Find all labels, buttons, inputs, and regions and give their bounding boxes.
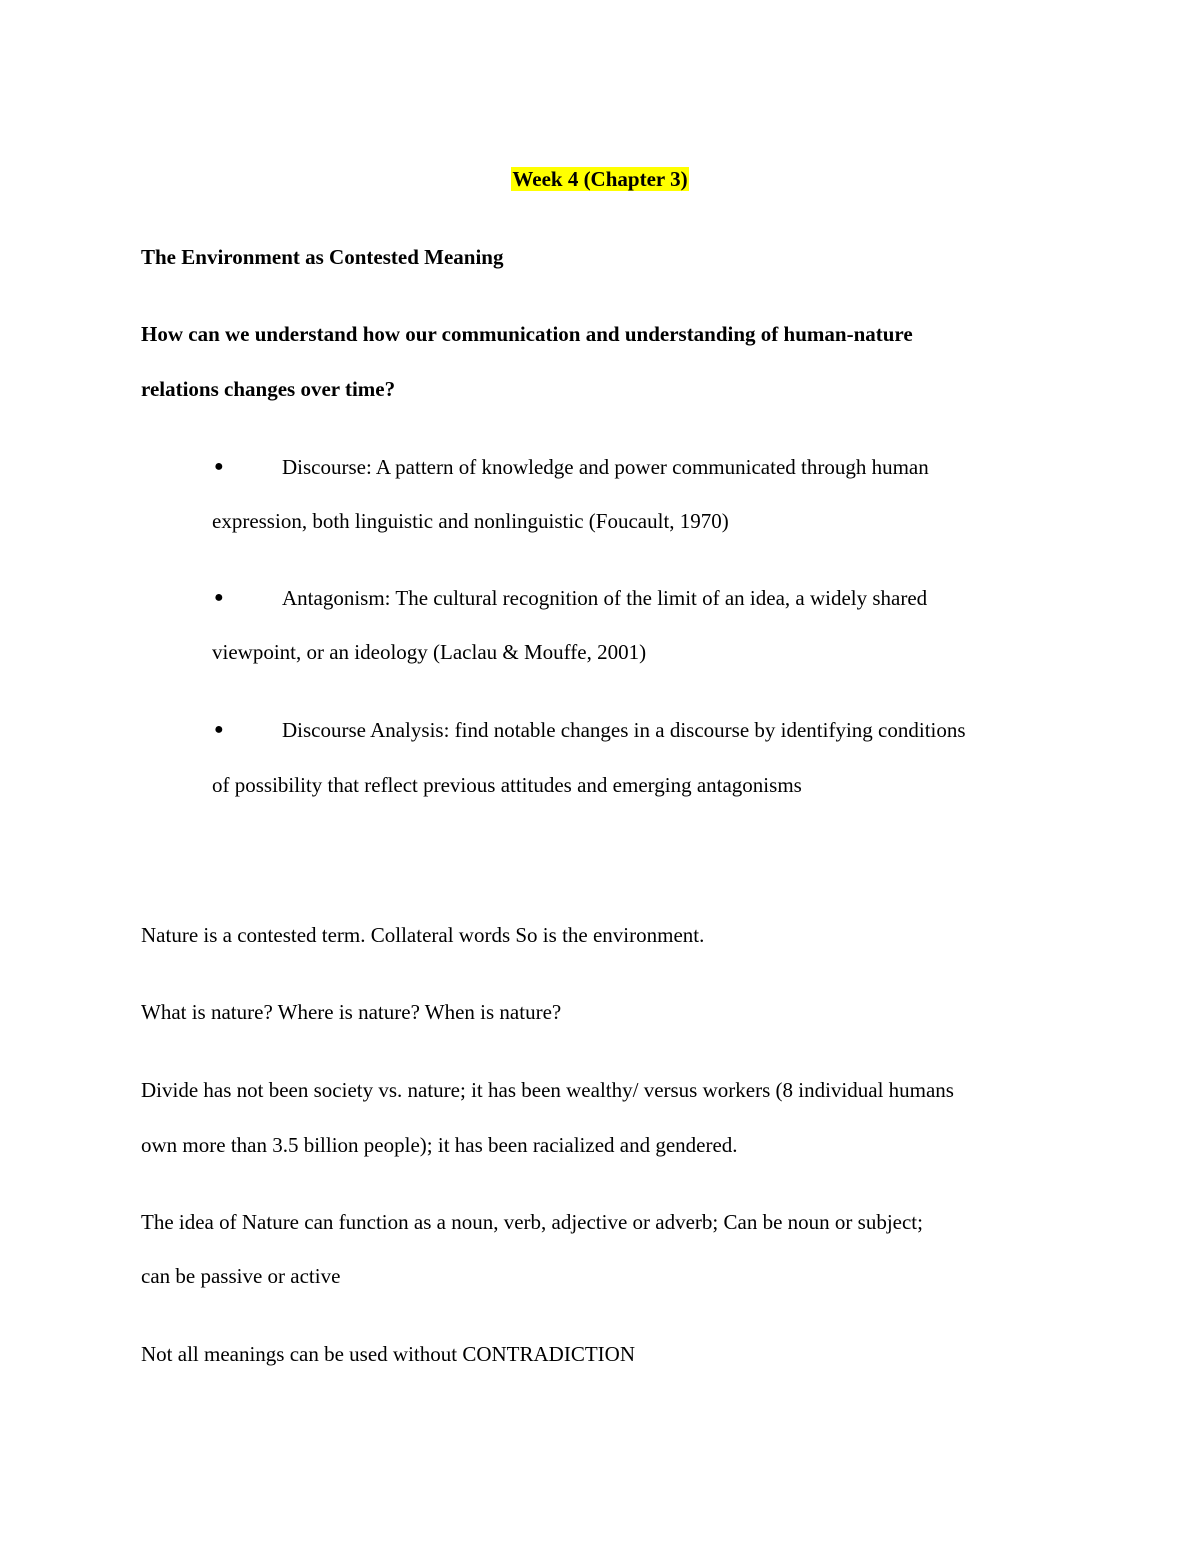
title-highlight: Week 4 (Chapter 3) (512, 167, 688, 191)
paragraph-what-is-nature: What is nature? Where is nature? When is nature? (141, 1000, 562, 1024)
bullet-discourse-analysis-line-1: Discourse Analysis: find notable changes in a discourse by identifying conditions (282, 718, 966, 742)
question-line-2: relations changes over time? (141, 377, 396, 401)
paragraph-contested-term: Nature is a contested term. Collateral words So is the environment. (141, 923, 705, 947)
bullet-discourse-line-1: Discourse: A pattern of knowledge and power communicated through human (282, 455, 929, 479)
paragraph-divide-line-1: Divide has not been society vs. nature; it has been wealthy/ versus workers (8 individual humans (141, 1078, 954, 1102)
bullet-dot-icon: ● (214, 458, 224, 475)
paragraph-idea-of-nature-line-1: The idea of Nature can function as a noun, verb, adjective or adverb; Can be noun or subject; (141, 1210, 923, 1234)
bullet-dot-icon: ● (214, 721, 224, 738)
bullet-dot-icon: ● (214, 589, 224, 606)
paragraph-divide-line-2: own more than 3.5 billion people); it has been racialized and gendered. (141, 1133, 738, 1157)
bullet-discourse-line-2: expression, both linguistic and nonlinguistic (Foucault, 1970) (212, 509, 729, 533)
section-heading: The Environment as Contested Meaning (141, 245, 504, 269)
bullet-antagonism-line-1: Antagonism: The cultural recognition of the limit of an idea, a widely shared (282, 586, 928, 610)
paragraph-idea-of-nature-line-2: can be passive or active (141, 1264, 341, 1288)
bullet-discourse-analysis-line-2: of possibility that reflect previous attitudes and emerging antagonisms (212, 773, 802, 797)
bullet-antagonism-line-2: viewpoint, or an ideology (Laclau & Mouffe, 2001) (212, 640, 647, 664)
document-title (0, 166, 1200, 192)
question-line-1: How can we understand how our communication and understanding of human-nature (141, 322, 913, 346)
paragraph-contradiction: Not all meanings can be used without CONTRADICTION (141, 1342, 636, 1366)
